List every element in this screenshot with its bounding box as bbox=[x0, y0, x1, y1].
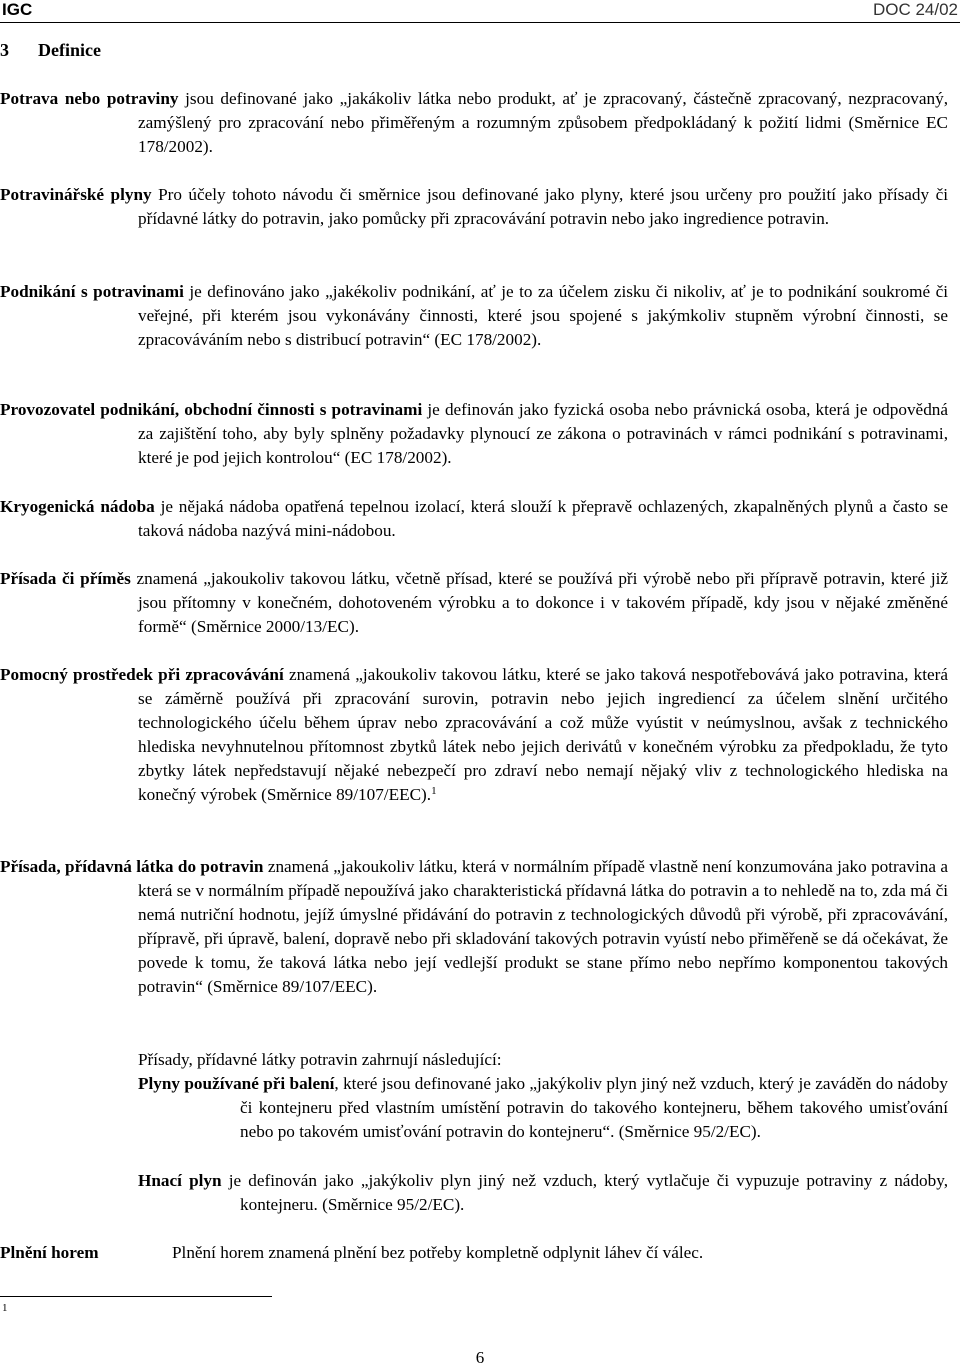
definition-term: Přísada či příměs bbox=[0, 569, 131, 588]
definition-text: je definován jako fyzická osoba nebo právnická osoba, která je odpovědná za zajištění toho, aby byly splněny požadavky plynoucí ze zákona o potravinách v rámci podnikání s potravinami, které je pod jejich kontrolou“ (EC 178/2002). bbox=[138, 400, 949, 467]
header-right: DOC 24/02 bbox=[872, 0, 958, 19]
definition-item bbox=[0, 280, 948, 352]
footnote-separator bbox=[0, 1296, 272, 1297]
footnote-number: 1 bbox=[2, 1302, 8, 1314]
sub-definition-text: , které jsou definované jako „jakýkoliv plyn jiný než vzduch, který je zaváděn do nádoby či kontejneru před vlastním umístění potravin do takového kontejneru, během takového umisťování nebo po takovém umisťování potravin do kontejneru“. (Směrnice 95/2/EC). bbox=[240, 1074, 948, 1141]
page-number: 6 bbox=[475, 1348, 485, 1367]
definition-term: Plnění horem bbox=[0, 1243, 99, 1262]
definition-text: Pro účely tohoto návodu či směrnice jsou definované jako plyny, které jsou určeny pro použití jako přísady či přídavné látky do potravin, jako pomůcky při zpracovávání potravin nebo jako ingredience potravin. bbox=[138, 185, 948, 228]
sub-definition-term: Plyny používané při balení bbox=[138, 1074, 335, 1093]
definition-text: je nějaká nádoba opatřená tepelnou izolací, která slouží k přepravě ochlazených, zkapalněných plynů a často se taková nádoba nazývá mini-nádobou. bbox=[138, 497, 948, 540]
definition-text: znamená „jakoukoliv látku, která v normálním případě vlastně není konzumována jako potravina a která se v normálním případě nepoužívá jako charakteristická přídavná látka do potravin a to nehledě na to, zda má či nemá nutriční hodnotu, jejíž úmyslné přidávání do potravin z technologických důvodů při výrobě, při zpracovávání, přípravě, při úpravě, balení, dopravě nebo při skladování takových potravin vyústí nebo přiměřeně se dá očekávat, že povede k tomu, že taková látka nebo její vedlejší produkt se stane přímo nebo nepřímo komponentou takových potravin“ (Směrnice 89/107/EEC). bbox=[138, 857, 948, 996]
definition-item bbox=[0, 398, 948, 470]
definition-item bbox=[0, 1241, 948, 1265]
sub-definition-text: je definován jako „jakýkoliv plyn jiný než vzduch, který vytlačuje či vypuzuje potraviny z nádoby, kontejneru. (Směrnice 95/2/EC). bbox=[221, 1171, 948, 1214]
definition-text: znamená „jakoukoliv takovou látku, včetně přísad, které se používá při výrobě nebo při přípravě potravin, které již jsou přítomny v konečném, dohotoveném výrobku a to dokonce i v takovém případě, kdy jsou v nějaké změněné formě“ (Směrnice 2000/13/EC). bbox=[130, 569, 948, 636]
definition-item bbox=[0, 87, 948, 159]
definition-term: Podnikání s potravinami bbox=[0, 282, 184, 301]
definition-text: jsou definované jako „jakákoliv látka nebo produkt, ať je zpracovaný, částečně zpracovaný, nezpracovaný, zamýšlený pro zpracování nebo přiměřeným a rozumným způsobem předpokládaný k požití lidmi (Směrnice EC 178/2002). bbox=[138, 89, 948, 156]
definition-text: Plnění horem znamená plnění bez potřeby kompletně odplynit láhev čí válec. bbox=[172, 1243, 704, 1262]
definition-term: Přísada, přídavná látka do potravin bbox=[0, 857, 264, 876]
definition-item bbox=[0, 567, 948, 639]
definition-text: znamená „jakoukoliv takovou látku, které se jako taková nespotřebovává jako potravina, která se záměrně používá při zpracování surovin, potravin nebo jejich ingrediencí za účelem slnění určitého technologického účelu během úprav nebo zpracovávání a což může vyústit v neúmyslnou, avšak z technického hlediska nevyhnutelnou přítomnost zbytků látek nebo jejich derivátů v konečném výrobku za předpokladu, že tyto zbytky látek nepředstavují nějaké nebezpečí pro zdraví nebo nemají nějaký vliv z technologického hlediska na konečný výrobek (Směrnice 89/107/EEC). bbox=[138, 665, 948, 804]
section-number: 3 bbox=[0, 40, 9, 60]
sub-definition-item bbox=[138, 1072, 948, 1144]
definition-item bbox=[0, 495, 948, 543]
definition-item bbox=[0, 183, 948, 231]
definition-item bbox=[0, 855, 948, 999]
section-title: Definice bbox=[38, 40, 101, 60]
definition-text: je definováno jako „jakékoliv podnikání, ať je to za účelem zisku či nikoliv, ať je to podnikání soukromé či veřejné, při kterém jsou vykonávány činnosti, které jsou spojené s jakýmkoliv stupněm výrobní činnosti, se zpracováváním nebo s distribucí potravin“ (EC 178/2002). bbox=[138, 282, 948, 349]
definition-term: Kryogenická nádoba bbox=[0, 497, 155, 516]
definition-item bbox=[0, 663, 948, 807]
sub-list-intro: Přísady, přídavné látky potravin zahrnují následující: bbox=[138, 1050, 502, 1069]
definition-term: Potrava nebo potraviny bbox=[0, 89, 179, 108]
page-header bbox=[0, 0, 960, 23]
sub-definition-term: Hnací plyn bbox=[138, 1171, 222, 1190]
definition-term: Pomocný prostředek při zpracovávání bbox=[0, 665, 284, 684]
footnote-reference: 1 bbox=[431, 785, 437, 797]
section-heading bbox=[0, 40, 101, 61]
definition-term: Potravinářské plyny bbox=[0, 185, 152, 204]
sub-definition-item bbox=[138, 1169, 948, 1217]
definition-term: Provozovatel podnikání, obchodní činnosti s potravinami bbox=[0, 400, 423, 419]
header-left: IGC bbox=[2, 0, 33, 19]
